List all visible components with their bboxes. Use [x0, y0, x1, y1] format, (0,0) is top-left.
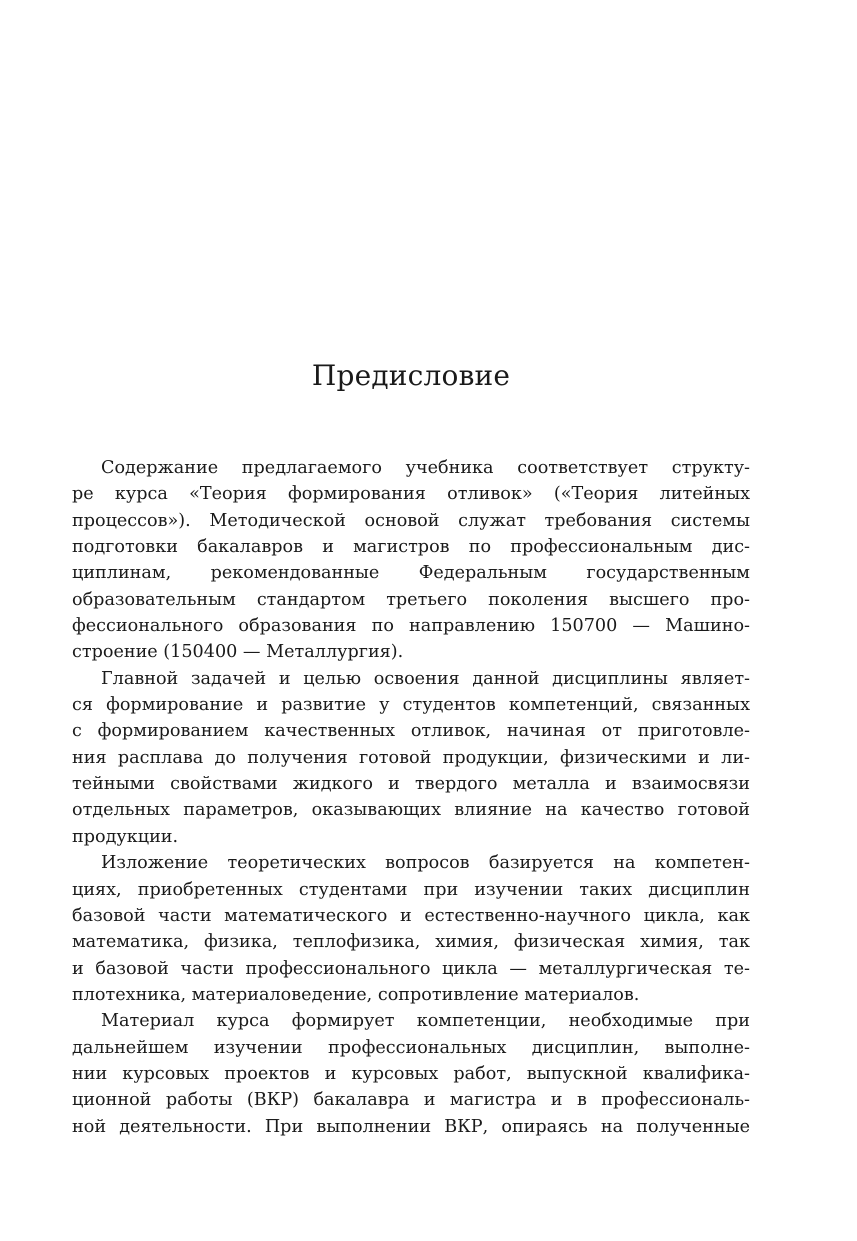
- text-line: тейными свойствами жидкого и твердого металла и взаимосвязи: [72, 774, 750, 795]
- text-line: подготовки бакалавров и магистров по профессиональным дис-: [72, 537, 750, 558]
- paragraph: [72, 850, 750, 1008]
- text-line: продукции.: [72, 826, 179, 847]
- text-line: ной деятельности. При выполнении ВКР, опираясь на полученные: [72, 1116, 750, 1137]
- text-line: строение (150400 — Металлургия).: [72, 642, 404, 663]
- text-line: математика, физика, теплофизика, химия, физическая химия, так: [72, 932, 750, 953]
- paragraph: [72, 1008, 750, 1140]
- text-line: Материал курса формирует компетенции, необходимые при: [101, 1011, 750, 1032]
- body-text: [72, 455, 750, 1140]
- text-line: ния расплава до получения готовой продукции, физическими и ли-: [72, 747, 750, 768]
- text-line: с формированием качественных отливок, начиная от приготовле-: [72, 721, 750, 742]
- text-line: дальнейшем изучении профессиональных дисциплин, выполне-: [72, 1037, 750, 1058]
- text-line: ционной работы (ВКР) бакалавра и магистра и в профессиональ-: [72, 1090, 750, 1111]
- page-title: Предисловие: [311, 359, 511, 392]
- text-line: Изложение теоретических вопросов базируется на компетен-: [101, 853, 750, 874]
- text-line: процессов»). Методической основой служат требования системы: [72, 510, 750, 531]
- text-line: образовательным стандартом третьего поколения высшего про-: [72, 589, 750, 610]
- text-line: и базовой части профессионального цикла — металлургическая те-: [72, 958, 750, 979]
- text-line: фессионального образования по направлению 150700 — Машино-: [72, 616, 750, 637]
- text-line: ре курса «Теория формирования отливок» («Теория литейных: [72, 484, 750, 505]
- text-line: циях, приобретенных студентами при изучении таких дисциплин: [72, 879, 750, 900]
- text-line: плотехника, материаловедение, сопротивление материалов.: [72, 984, 640, 1005]
- text-line: Содержание предлагаемого учебника соответствует структу-: [101, 458, 750, 478]
- text-line: базовой части математического и естественно-научного цикла, как: [72, 905, 750, 926]
- text-line: ся формирование и развитие у студентов компетенций, связанных: [72, 695, 750, 716]
- text-line: нии курсовых проектов и курсовых работ, выпускной квалифика-: [72, 1063, 750, 1084]
- text-line: Главной задачей и целью освоения данной дисциплины являет-: [101, 668, 750, 689]
- text-line: отдельных параметров, оказывающих влияние на качество готовой: [72, 800, 750, 821]
- paragraph: [72, 455, 750, 666]
- paragraph: [72, 666, 750, 850]
- text-line: циплинам, рекомендованные Федеральным государственным: [72, 563, 750, 584]
